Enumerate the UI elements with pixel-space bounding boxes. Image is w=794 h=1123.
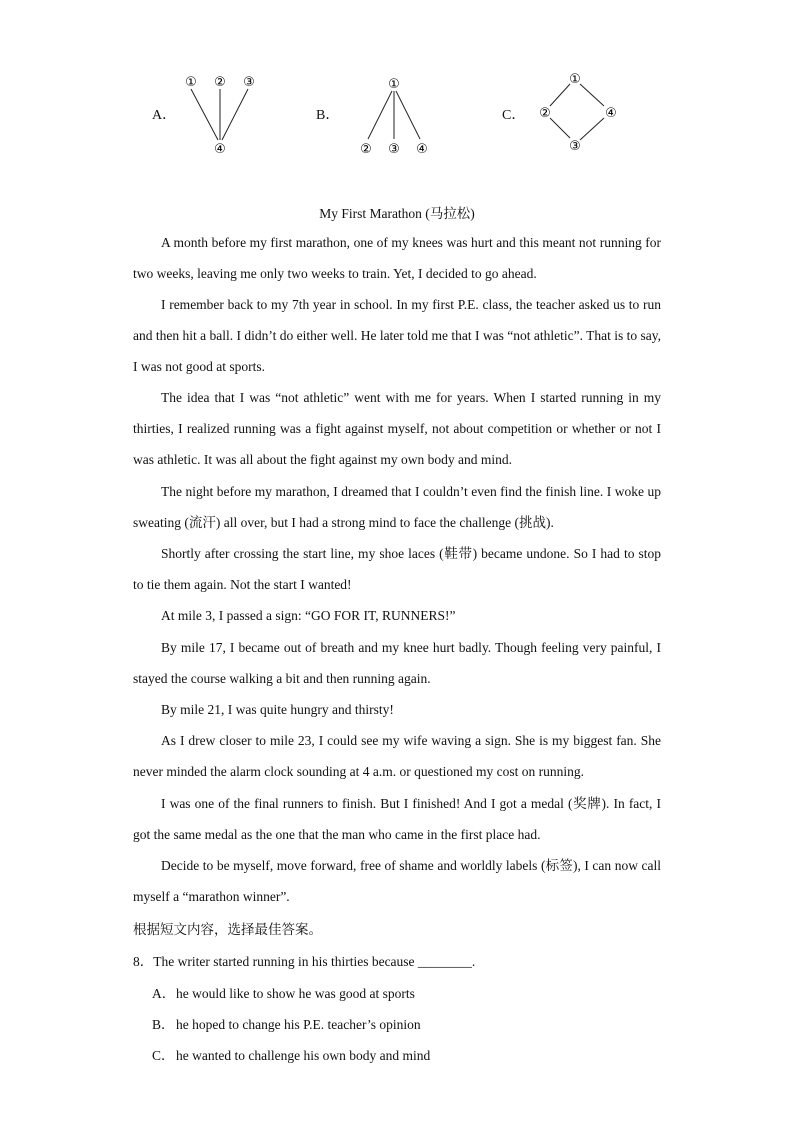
choice-text: he would like to show he was good at sports [176, 986, 415, 1001]
node-4: ④ [214, 142, 226, 157]
diagram-c [530, 66, 630, 158]
choice-a[interactable] [152, 982, 415, 1002]
instruction: 根据短文内容，选择最佳答案。 [133, 922, 322, 938]
choice-letter: C． [152, 1048, 175, 1063]
paragraph-10: I was one of the final runners to finish. But I finished! And I got a medal (奖牌). In fact, I got the same medal as the one that the man who came in the first place had. [133, 796, 661, 842]
paragraph-7: By mile 17, I became out of breath and my knee hurt badly. Though feeling very painful, I stayed the course walking a bit and then running again. [133, 640, 661, 686]
paragraph-6: At mile 3, I passed a sign: “GO FOR IT, RUNNERS!” [161, 608, 456, 623]
node-2: ② [360, 142, 372, 157]
node-1: ① [185, 75, 197, 90]
paragraph-8: By mile 21, I was quite hungry and thirsty! [161, 702, 394, 717]
option-c-label: C． [502, 108, 526, 123]
question-text: The writer started running in his thirties because ________. [153, 954, 476, 969]
diagram-a [178, 70, 268, 160]
choice-c[interactable] [152, 1044, 430, 1064]
question-number: 8． [133, 954, 154, 969]
node-4: ④ [605, 106, 617, 121]
article-title: My First Marathon (马拉松) [319, 206, 475, 221]
choice-text: he hoped to change his P.E. teacher’s opinion [176, 1017, 421, 1032]
choice-b[interactable] [152, 1013, 421, 1033]
paragraph-11: Decide to be myself, move forward, free of shame and worldly labels (标签), I can now call myself a “marathon winner”. [133, 858, 661, 904]
node-2: ② [214, 75, 226, 90]
node-3: ③ [243, 75, 255, 90]
node-4: ④ [416, 142, 428, 157]
choice-letter: A． [152, 986, 176, 1001]
choice-text: he wanted to challenge his own body and mind [176, 1048, 431, 1063]
paragraph-1: A month before my first marathon, one of my knees was hurt and this meant not running for two weeks, leaving me only two weeks to train. Yet, I decided to go ahead. [133, 235, 661, 281]
paragraph-2: I remember back to my 7th year in school. In my first P.E. class, the teacher asked us to run and then hit a ball. I didn’t do either well. He later told me that I was “not athletic”. That is to say, I was not good at sports. [133, 297, 661, 374]
node-3: ③ [569, 139, 581, 154]
paragraph-9: As I drew closer to mile 23, I could see my wife waving a sign. She is my biggest fan. She never minded the alarm clock sounding at 4 a.m. or questioned my cost on running. [133, 733, 661, 779]
question-8 [133, 950, 475, 970]
option-a-label: A． [152, 108, 177, 123]
node-2: ② [539, 106, 551, 121]
choice-letter: B． [152, 1017, 175, 1032]
node-1: ① [388, 77, 400, 92]
node-3: ③ [388, 142, 400, 157]
diagram-b [350, 72, 440, 162]
node-1: ① [569, 72, 581, 87]
option-b-label: B． [316, 108, 340, 123]
paragraph-3: The idea that I was “not athletic” went with me for years. When I started running in my thirties, I realized running was a fight against myself, not about competition or whether or not I was athletic. It was all about the fight against my own body and mind. [133, 390, 661, 467]
paragraph-4: The night before my marathon, I dreamed that I couldn’t even find the finish line. I woke up sweating (流汗) all over, but I had a strong mind to face the challenge (挑战). [133, 484, 661, 530]
paragraph-5: Shortly after crossing the start line, my shoe laces (鞋带) became undone. So I had to stop to tie them again. Not the start I wanted! [133, 546, 661, 592]
